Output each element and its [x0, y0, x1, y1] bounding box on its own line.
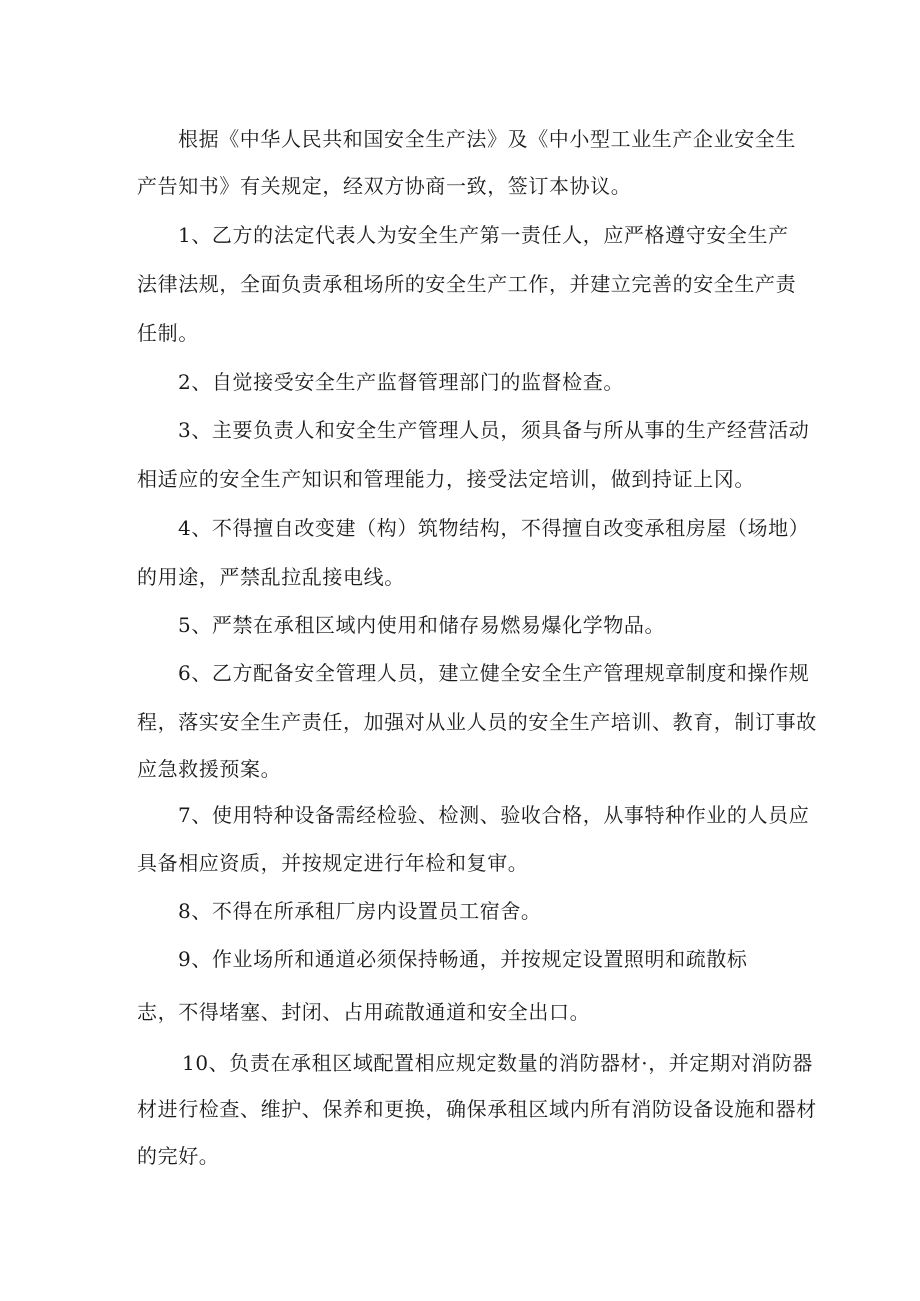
clause-2-line-1: 2、自觉接受安全生产监督管理部门的监督检查。: [178, 370, 624, 394]
clause-3-line-2: 相适应的安全生产知识和管理能力，接受法定培训，做到持证上冈。: [137, 467, 755, 491]
clause-7-line-1: 7、使用特种设备需经检验、检测、验收合格，从事特种作业的人员应: [178, 803, 810, 827]
clause-4-line-2: 的用途，严禁乱拉乱接电线。: [137, 565, 405, 589]
clause-10-line-1: 10、负责在承租区域配置相应规定数量的消防器材·，并定期对消防器: [182, 1051, 814, 1075]
clause-6-line-3: 应急救援预案。: [137, 757, 282, 781]
clause-9-line-1: 9、作业场所和通道必须保持畅通，并按规定设置照明和疏散标: [178, 947, 748, 971]
clause-6-line-2: 程，落实安全生产责任，加强对从业人员的安全生产培训、教育，制订事故: [137, 710, 817, 734]
clause-4-line-1: 4、不得擅自改变建（构）筑物结构，不得擅自改变承租房屋（场地）: [178, 516, 810, 540]
clause-10-line-3: 的完好。: [137, 1144, 220, 1168]
clause-5-line-1: 5、严禁在承租区域内使用和储存易燃易爆化学物品。: [178, 613, 666, 637]
clause-7-line-2: 具备相应资质，并按规定进行年检和复审。: [137, 851, 529, 875]
clause-1-line-2: 法律法规，全面负责承租场所的安全生产工作，并建立完善的安全生产责: [137, 272, 797, 296]
clause-10-line-2: 材进行检查、维护、保养和更换，确保承租区域内所有消防设备设施和器材: [137, 1097, 817, 1121]
clause-8-line-1: 8、不得在所承租厂房内设置员工宿舍。: [178, 899, 542, 923]
clause-6-line-1: 6、乙方配备安全管理人员，建立健全安全生产管理规章制度和操作规: [178, 661, 810, 685]
clause-1-line-1: 1、乙方的法定代表人为安全生产第一责任人，应严格遵守安全生产: [178, 223, 789, 247]
clause-9-line-2: 志，不得堵塞、封闭、占用疏散通道和安全出口。: [137, 1000, 591, 1024]
clause-3-line-1: 3、主要负责人和安全生产管理人员，须具备与所从事的生产经营活动: [178, 418, 810, 442]
intro-line-1: 根据《中华人民共和国安全生产法》及《中小型工业生产企业安全生: [178, 127, 796, 151]
clause-1-line-3: 任制。: [137, 321, 199, 345]
intro-line-2: 产告知书》有关规定，经双方协商一致，签订本协议。: [137, 174, 632, 198]
